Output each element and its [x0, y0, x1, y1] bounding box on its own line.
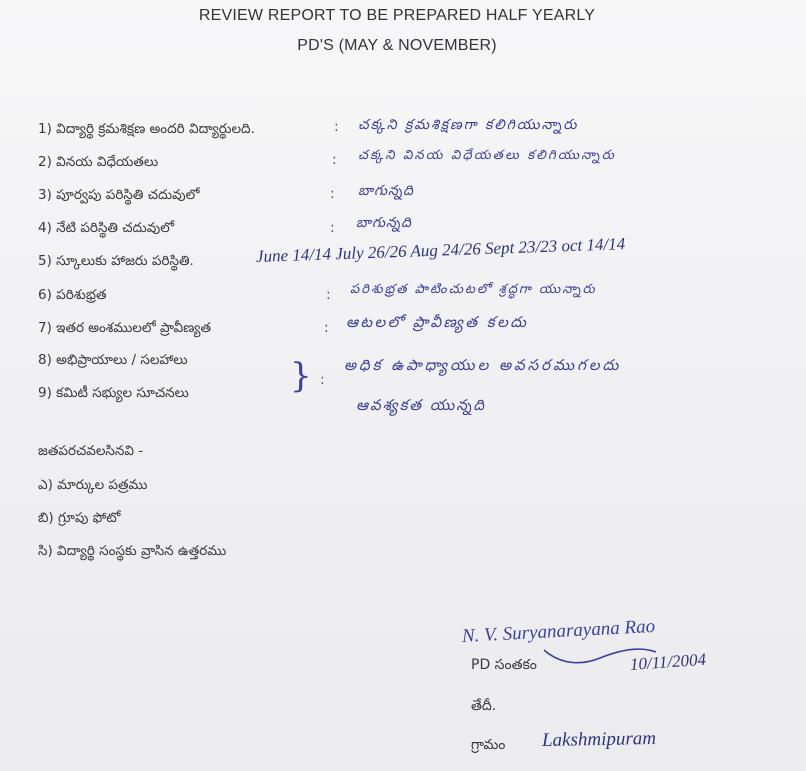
report-subtitle: PD'S (MAY & NOVEMBER) — [297, 37, 497, 54]
pd-signature: N. V. Suryanarayana Rao — [461, 615, 656, 647]
item-label-6: 6) పరిశుభ్రత — [38, 287, 107, 303]
item-answer-4: బాగున్నది — [356, 215, 412, 231]
attachment-2: బి) గ్రూపు ఫోటో — [38, 510, 121, 526]
colon-7: : — [324, 320, 329, 336]
item-label-2: 2) వినయ విధేయతలు — [38, 154, 159, 170]
combined-answer-line2: ఆవశ్యకత యున్నది — [356, 396, 486, 414]
village-value: Lakshmipuram — [541, 728, 657, 751]
attachment-1: ఎ) మార్కుల పత్రము — [38, 477, 148, 493]
signature-date: 10/11/2004 — [629, 649, 707, 674]
colon-8-9: : — [320, 372, 325, 388]
combined-answer-line1: అధిక ఉపాధ్యాయుల అవసరముగలదు — [344, 356, 622, 374]
colon-3: : — [330, 186, 335, 202]
item-answer-6: పరిశుభ్రత పాటించుటలో శ్రద్ధగా యున్నారు — [350, 282, 597, 297]
item-label-5: 5) స్కూలుకు హాజరు పరిస్థితి. — [38, 253, 194, 269]
item-answer-1: చక్కని క్రమశిక్షణగా కలిగియున్నారు — [358, 117, 579, 133]
colon-2: : — [332, 152, 337, 168]
item-label-8: 8) అభిప్రాయాలు / సలహాలు — [38, 352, 188, 368]
item-answer-5: June 14/14 July 26/26 Aug 24/26 Sept 23/23 oct 14/14 — [255, 234, 626, 266]
pd-signature-label: PD సంతకం — [471, 657, 537, 673]
date-label: తేదీ. — [471, 698, 497, 714]
colon-1: : — [334, 119, 339, 135]
report-title: REVIEW REPORT TO BE PREPARED HALF YEARLY — [198, 7, 596, 24]
colon-6: : — [326, 287, 331, 303]
item-label-9: 9) కమిటీ సభ్యుల సూచనలు — [38, 385, 189, 401]
item-label-4: 4) నేటి పరిస్థితి చదువులో — [38, 220, 175, 236]
item-label-7: 7) ఇతర అంశములలో ప్రావీణ్యత — [38, 320, 211, 336]
brace-mark: } — [290, 356, 312, 396]
item-answer-3: బాగున్నది — [358, 183, 414, 199]
item-answer-7: ఆటలలో ప్రావీణ్యత కలదు — [346, 313, 529, 331]
attachments-heading: జతపరచవలసినవి - — [38, 443, 144, 459]
village-label: గ్రామం — [471, 737, 506, 753]
item-label-1: 1) విద్యార్థి క్రమశిక్షణ అందరి విద్యార్థులది. — [38, 121, 255, 137]
item-answer-2: చక్కని వినయ విధేయతలు కలిగియున్నారు — [358, 148, 617, 163]
attachment-3: సి) విద్యార్థి సంస్థకు వ్రాసిన ఉత్తరము — [38, 543, 227, 559]
item-label-3: 3) పూర్వపు పరిస్థితి చదువులో — [38, 187, 200, 203]
colon-4: : — [330, 220, 335, 236]
